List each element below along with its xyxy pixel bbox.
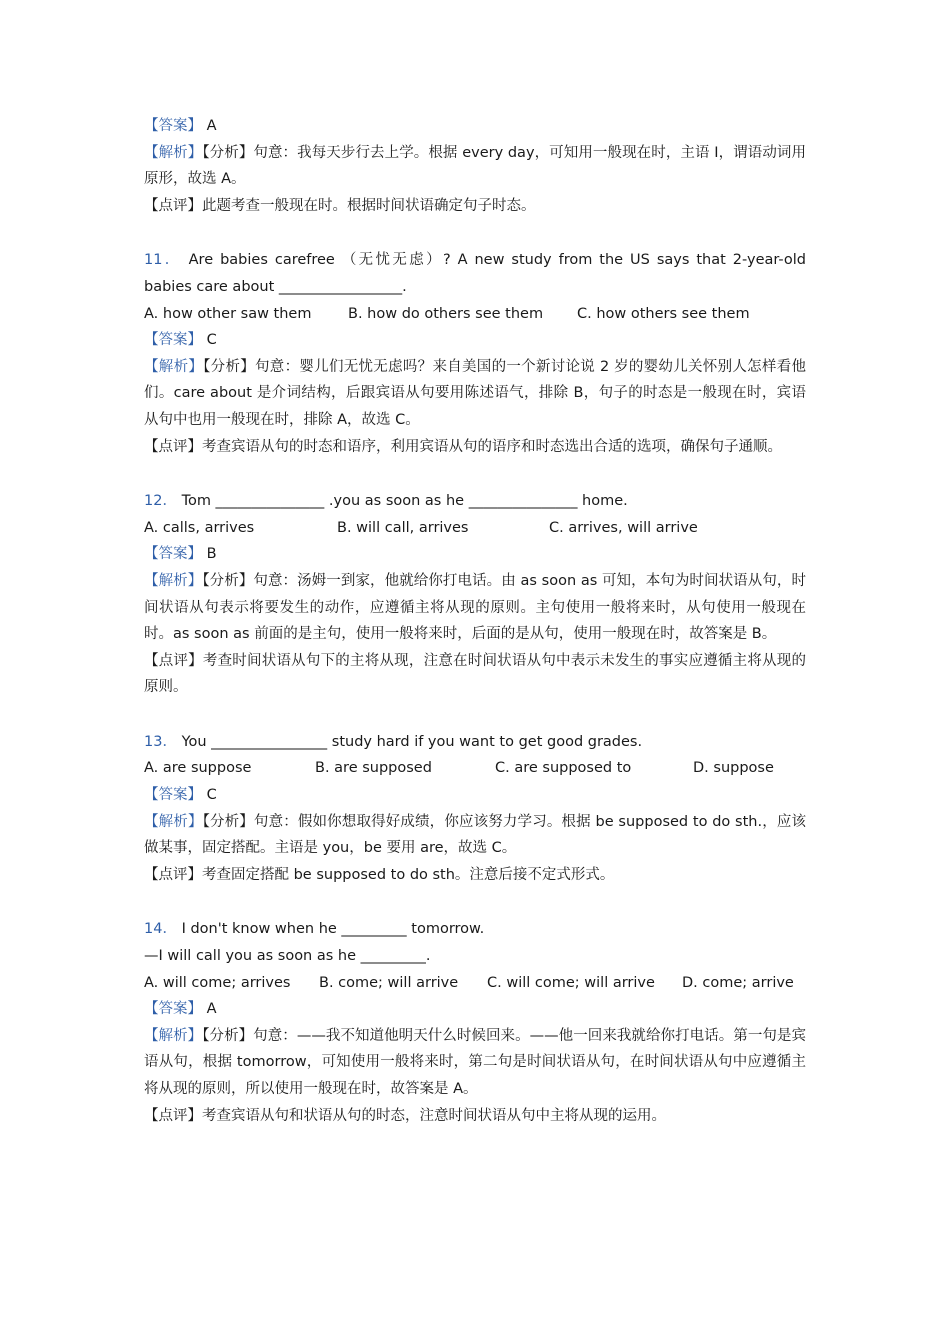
- answer-tag: 【答案】: [144, 787, 202, 804]
- question-text: Tom _______________ .you as soon as he _______________ home.: [181, 493, 628, 510]
- q14-comment: 【点评】考查宾语从句和状语从句的时态，注意时间状语从句中主将从现的运用。: [144, 1107, 666, 1124]
- q10-comment: 【点评】此题考查一般现在时。根据时间状语确定句子时态。: [144, 197, 536, 214]
- question-number: 11．: [144, 252, 182, 269]
- option-d[interactable]: D. come; arrive: [682, 974, 794, 991]
- analysis-text: 【分析】句意：假如你想取得好成绩，你应该努力学习。根据 be supposed to do sth.，应该做某事，固定搭配。主语是 you，be 要用 are，故选 C。: [144, 813, 807, 857]
- analysis-tag: 【解析】: [144, 1027, 203, 1044]
- q11-options: [144, 301, 806, 328]
- question-text: I don't know when he _________ tomorrow.: [181, 921, 485, 938]
- analysis-tag: 【解析】: [144, 813, 203, 830]
- option-b[interactable]: B. are supposed: [315, 760, 432, 777]
- analysis-tag: 【解析】: [144, 144, 203, 161]
- analysis-tag: 【解析】: [144, 572, 203, 589]
- q13-options: [144, 755, 806, 782]
- question-number: 14．: [144, 921, 177, 938]
- answer-tag: 【答案】: [144, 1001, 202, 1018]
- answer-value: A: [206, 118, 217, 134]
- q13-comment: 【点评】考查固定搭配 be supposed to do sth。注意后接不定式形式。: [144, 866, 615, 883]
- q14-stem-2: —I will call you as soon as he _________.: [144, 948, 431, 965]
- document-page: [144, 113, 806, 1129]
- question-number: 13．: [144, 733, 177, 750]
- answer-tag: 【答案】: [144, 332, 202, 349]
- q11-analysis: [144, 354, 806, 434]
- q14-stem: [144, 916, 806, 943]
- analysis-text: 【分析】句意：汤姆一到家，他就给你打电话。由 as soon as 可知，本句为时间状语从句，时间状语从句表示将要发生的动作，应遵循主将从现的原则。主句使用一般将来时，从句使用一般现在时。as soon as 前面的是主句，使用一般将来时，后面的是从句，使用一般现在时，故答案是 B。: [144, 572, 806, 643]
- q12-options: [144, 515, 806, 542]
- option-c[interactable]: C. will come; will arrive: [487, 974, 655, 991]
- q10-analysis: [144, 140, 806, 193]
- q14-answer: [144, 996, 806, 1023]
- option-b[interactable]: B. come; will arrive: [319, 974, 459, 991]
- q11-stem: [144, 247, 806, 300]
- q13-analysis: [144, 809, 806, 862]
- spacer: [144, 219, 806, 247]
- option-a[interactable]: A. how other saw them: [144, 305, 312, 322]
- q12-analysis: [144, 568, 806, 648]
- q14-options: [144, 970, 806, 997]
- q12-comment: 【点评】考查时间状语从句下的主将从现，注意在时间状语从句中表示未发生的事实应遵循主将从现的原则。: [144, 652, 806, 696]
- analysis-text: 【分析】句意：——我不知道他明天什么时候回来。——他一回来我就给你打电话。第一句是宾语从句，根据 tomorrow，可知使用一般将来时，第二句是时间状语从句，在时间状语从句中应遵循主将从现的原则，所以使用一般现在时，故答案是 A。: [144, 1027, 807, 1097]
- analysis-text: 【分析】句意：婴儿们无忧无虑吗？来自美国的一个新讨论说 2 岁的婴幼儿关怀别人怎样看他们。care about 是介词结构，后跟宾语从句要用陈述语气，排除 B，句子的时态是一般现在时，宾语从句中也用一般现在时，排除 A，故选 C。: [144, 358, 806, 428]
- option-c[interactable]: C. arrives, will arrive: [549, 519, 698, 536]
- option-a[interactable]: A. are suppose: [144, 760, 252, 777]
- spacer: [144, 460, 806, 488]
- option-c[interactable]: C. are supposed to: [495, 760, 632, 777]
- question-text: Are babies carefree （无忧无虑）? A new study from the US says that 2-year-old babies care about _________________.: [144, 252, 807, 295]
- question-number: 12．: [144, 493, 177, 510]
- option-b[interactable]: B. will call, arrives: [337, 519, 469, 536]
- q11-answer: [144, 327, 806, 354]
- answer-value: C: [206, 787, 217, 804]
- spacer: [144, 888, 806, 916]
- option-b[interactable]: B. how do others see them: [348, 305, 544, 322]
- q10-answer: [144, 113, 806, 140]
- q13-answer: [144, 782, 806, 809]
- analysis-text: 【分析】句意：我每天步行去上学。根据 every day，可知用一般现在时，主语 I，谓语动词用原形，故选 A。: [144, 144, 806, 188]
- q12-answer: [144, 541, 806, 568]
- option-a[interactable]: A. will come; arrives: [144, 974, 291, 991]
- answer-tag: 【答案】: [144, 118, 202, 134]
- question-text: You ________________ study hard if you want to get good grades.: [181, 733, 643, 750]
- answer-value: A: [206, 1001, 217, 1018]
- option-a[interactable]: A. calls, arrives: [144, 519, 255, 536]
- q12-stem: [144, 488, 806, 515]
- option-c[interactable]: C. how others see them: [577, 305, 750, 322]
- option-d[interactable]: D. suppose: [693, 760, 774, 777]
- q13-stem: [144, 729, 806, 756]
- q11-comment: 【点评】考查宾语从句的时态和语序，利用宾语从句的语序和时态选出合适的选项，确保句子通顺。: [144, 438, 782, 455]
- answer-value: C: [206, 332, 217, 349]
- spacer: [144, 701, 806, 729]
- answer-value: B: [206, 546, 217, 563]
- analysis-tag: 【解析】: [144, 358, 204, 375]
- q14-analysis: [144, 1023, 806, 1103]
- answer-tag: 【答案】: [144, 546, 202, 563]
